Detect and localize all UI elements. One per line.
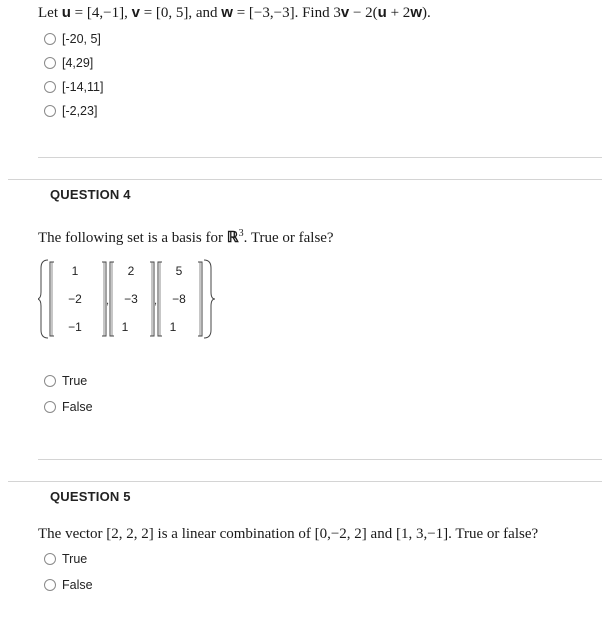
divider <box>38 157 602 158</box>
radio-button[interactable] <box>44 81 56 93</box>
q3-eq5: + 2 <box>386 5 411 21</box>
q3-w2: w <box>410 4 422 21</box>
radio-button[interactable] <box>44 553 56 565</box>
q3-prompt <box>38 4 431 22</box>
q3-eq3: = [−3,−3]. Find 3 <box>232 5 341 21</box>
q3-option-4[interactable] <box>44 104 97 118</box>
q5-vector-2: [1, 3,−1] <box>395 526 449 542</box>
radio-button[interactable] <box>44 105 56 117</box>
v2-entry-3: 1 <box>121 320 129 334</box>
radio-button[interactable] <box>44 401 56 413</box>
option-label: [-2,23] <box>62 104 98 118</box>
q5-prompt <box>38 526 538 543</box>
q3-u: u <box>61 4 71 21</box>
q4-option-true[interactable] <box>44 374 87 388</box>
svg-text:,: , <box>106 295 110 307</box>
q5-vector-1: [0,−2, 2] <box>314 526 367 542</box>
q3-option-2[interactable] <box>44 56 93 70</box>
vector-set <box>38 258 218 340</box>
question-4-header: QUESTION 4 <box>50 187 131 202</box>
v2-entry-2: −3 <box>124 292 138 306</box>
radio-button[interactable] <box>44 33 56 45</box>
q3-v: v <box>131 4 140 21</box>
q4-text-after: . True or false? <box>243 230 334 246</box>
q4-text-before: The following set is a basis for <box>38 230 227 246</box>
q4-option-false[interactable] <box>44 400 93 414</box>
v3-entry-2: −8 <box>172 292 186 306</box>
q5-option-true[interactable] <box>44 552 87 566</box>
v1-entry-1: 1 <box>71 264 79 278</box>
q3-option-3[interactable] <box>44 80 103 94</box>
svg-text:,: , <box>154 295 158 307</box>
q4-exponent: 3 <box>238 228 244 239</box>
divider <box>8 481 602 482</box>
v2-entry-1: 2 <box>127 264 135 278</box>
q3-w: w <box>221 4 233 21</box>
divider <box>38 459 602 460</box>
option-label: False <box>62 400 93 414</box>
q5-option-false[interactable] <box>44 578 93 592</box>
q3-eq1: = [4,−1], <box>70 5 132 21</box>
q5-and: and <box>366 526 396 542</box>
q3-u2: u <box>377 4 387 21</box>
v1-entry-2: −2 <box>68 292 82 306</box>
q3-eq6: ). <box>421 5 431 21</box>
question-5-header: QUESTION 5 <box>50 489 131 504</box>
option-label: [-14,11] <box>62 80 104 94</box>
q3-eq2: = [0, 5], and <box>139 5 222 21</box>
q4-space-symbol: ℝ <box>226 230 239 246</box>
v3-entry-3: 1 <box>169 320 177 334</box>
divider <box>8 179 602 180</box>
v3-entry-1: 5 <box>175 264 183 278</box>
option-label: [4,29] <box>62 56 94 70</box>
radio-button[interactable] <box>44 579 56 591</box>
q5-text: The vector [2, 2, 2] is a linear combination of <box>38 526 315 542</box>
radio-button[interactable] <box>44 375 56 387</box>
option-label: True <box>62 552 88 566</box>
q4-prompt <box>38 228 334 247</box>
q3-eq4: − 2( <box>349 5 378 21</box>
q3-prefix: Let <box>38 5 62 21</box>
option-label: [-20, 5] <box>62 32 101 46</box>
radio-button[interactable] <box>44 57 56 69</box>
q3-option-1[interactable] <box>44 32 101 46</box>
option-label: False <box>62 578 93 592</box>
q5-tail: . True or false? <box>448 526 539 542</box>
q3-v2: v <box>340 4 350 21</box>
v1-entry-3: −1 <box>68 320 82 334</box>
option-label: True <box>62 374 88 388</box>
